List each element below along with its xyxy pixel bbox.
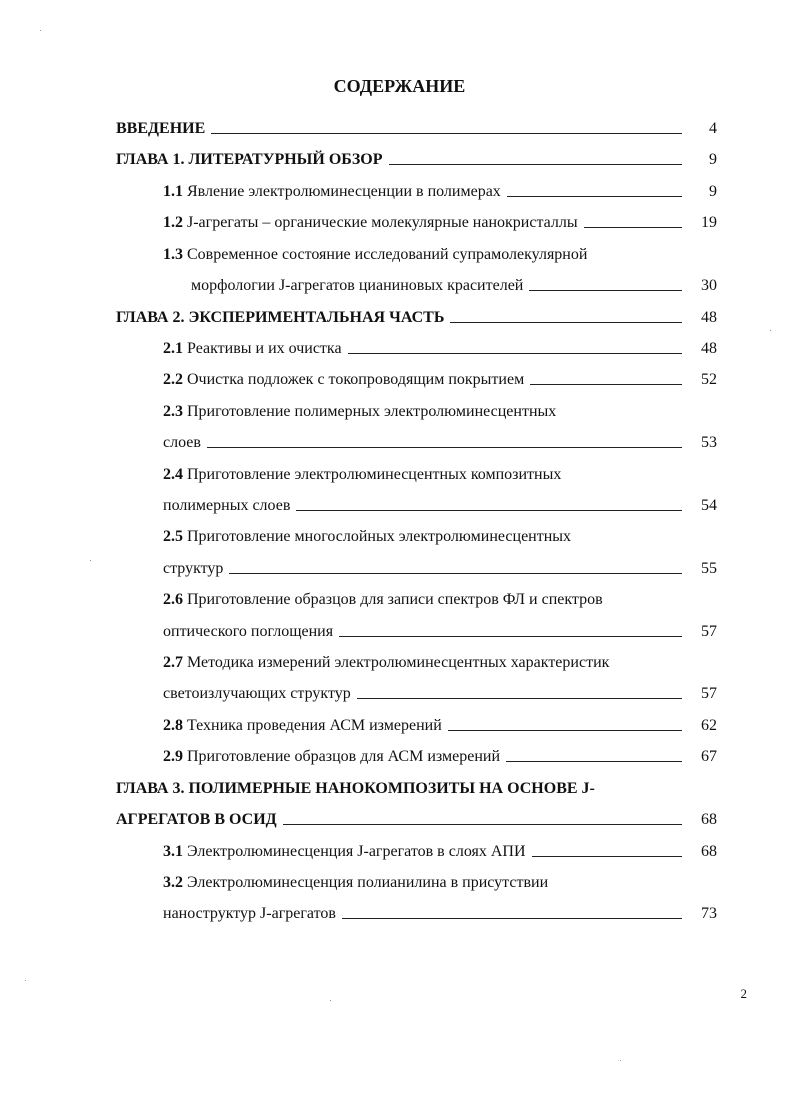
dot-leader — [339, 636, 682, 637]
dot-leader — [211, 133, 682, 134]
toc-entry-number: 1.3 — [163, 246, 183, 263]
dot-leader — [229, 573, 682, 574]
dot-leader — [529, 290, 682, 291]
dot-leader — [584, 227, 682, 228]
scan-speck — [90, 560, 91, 561]
dot-leader — [530, 384, 682, 385]
toc-page: 73 — [701, 905, 717, 922]
toc-entry-text-continued: полимерных слоев — [163, 497, 291, 514]
toc-entry-text: Приготовление электролюминесцентных композитных — [187, 466, 562, 483]
toc-entry-number: 3.1 — [163, 843, 183, 860]
toc-entry-text: ГЛАВА 2. ЭКСПЕРИМЕНТАЛЬНАЯ ЧАСТЬ — [116, 309, 445, 326]
toc-entry-number: 2.7 — [163, 654, 183, 671]
toc-entry-text: Методика измерений электролюминесцентных характеристик — [187, 654, 610, 671]
dot-leader — [448, 730, 682, 731]
toc-entry-text: Современное состояние исследований супрамолекулярной — [187, 246, 588, 263]
toc-entry-text: ВВЕДЕНИЕ — [116, 120, 206, 137]
toc-entry-number: 2.1 — [163, 340, 183, 357]
toc-page: 67 — [701, 748, 717, 765]
toc-page: 62 — [701, 717, 717, 734]
toc-entry-text: ГЛАВА 3. ПОЛИМЕРНЫЕ НАНОКОМПОЗИТЫ НА ОСНОВЕ J- — [116, 780, 595, 797]
toc-entry-text-continued: АГРЕГАТОВ В ОСИД — [116, 811, 277, 828]
toc-entry-text: Электролюминесценция полианилина в присутствии — [187, 874, 549, 891]
toc-entry-text-continued: структур — [163, 560, 224, 577]
toc-entry-number: 2.8 — [163, 717, 183, 734]
dot-leader — [507, 196, 682, 197]
dot-leader — [450, 322, 682, 323]
toc-page: 53 — [701, 434, 717, 451]
toc-entry-text-continued: морфологии J-агрегатов цианиновых красителей — [191, 277, 524, 294]
scan-speck — [770, 330, 771, 331]
toc-entry-text: J-агрегаты – органические молекулярные нанокристаллы — [187, 214, 578, 231]
toc-entry-number: 2.9 — [163, 748, 183, 765]
toc-page: 57 — [701, 685, 717, 702]
toc-page: 55 — [701, 560, 717, 577]
toc-entry-text: ГЛАВА 1. ЛИТЕРАТУРНЫЙ ОБЗОР — [116, 151, 383, 168]
toc-entry-text: Приготовление полимерных электролюминесцентных — [187, 403, 557, 420]
toc-page: 9 — [709, 183, 717, 200]
dot-leader — [296, 510, 682, 511]
dot-leader — [283, 824, 682, 825]
toc-entry-text-continued: оптического поглощения — [163, 623, 334, 640]
page-title: СОДЕРЖАНИЕ — [333, 76, 466, 96]
toc-entry-text: Приготовление образцов для записи спектров ФЛ и спектров — [187, 591, 603, 608]
toc-page: 68 — [701, 843, 717, 860]
toc-entry-text-continued: слоев — [163, 434, 201, 451]
toc-entry-text: Техника проведения АСМ измерений — [187, 717, 442, 734]
toc-entry-text-continued: светоизлучающих структур — [163, 685, 351, 702]
toc-page: 4 — [709, 120, 717, 137]
scan-speck — [40, 30, 41, 31]
dot-leader — [342, 918, 682, 919]
toc-page: 19 — [701, 214, 717, 231]
toc-entry-number: 1.2 — [163, 214, 183, 231]
dot-leader — [357, 698, 682, 699]
toc-entry-number: 2.6 — [163, 591, 183, 608]
page-number: 2 — [740, 986, 747, 1001]
toc-entry-number: 2.2 — [163, 371, 183, 388]
dot-leader — [348, 353, 682, 354]
toc-entry-text: Электролюминесценция J-агрегатов в слоях АПИ — [187, 843, 526, 860]
dot-leader — [532, 856, 682, 857]
toc-page: 48 — [701, 309, 717, 326]
toc-page: 9 — [709, 151, 717, 168]
toc-entry-number: 2.3 — [163, 403, 183, 420]
toc-page: 30 — [701, 277, 717, 294]
toc-page: 54 — [701, 497, 717, 514]
scan-speck — [620, 1060, 621, 1061]
toc-entry-text: Реактивы и их очистка — [187, 340, 342, 357]
toc-entry-number: 2.5 — [163, 528, 183, 545]
toc-page: 57 — [701, 623, 717, 640]
toc-page: 68 — [701, 811, 717, 828]
toc-entry-number: 2.4 — [163, 466, 183, 483]
toc-entry-number: 3.2 — [163, 874, 183, 891]
dot-leader — [389, 164, 682, 165]
toc-entry-text: Явление электролюминесценции в полимерах — [187, 183, 501, 200]
toc-entry-text: Приготовление многослойных электролюминесцентных — [187, 528, 572, 545]
toc-page: 48 — [701, 340, 717, 357]
scan-speck — [330, 1000, 331, 1001]
dot-leader — [207, 447, 682, 448]
scan-speck — [25, 980, 26, 981]
toc-entry-number: 1.1 — [163, 183, 183, 200]
toc-entry-text: Приготовление образцов для АСМ измерений — [187, 748, 500, 765]
toc-entry-text: Очистка подложек с токопроводящим покрытием — [187, 371, 525, 388]
toc-entry-text-continued: наноструктур J-агрегатов — [163, 905, 336, 922]
dot-leader — [506, 761, 682, 762]
toc-page: 52 — [701, 371, 717, 388]
